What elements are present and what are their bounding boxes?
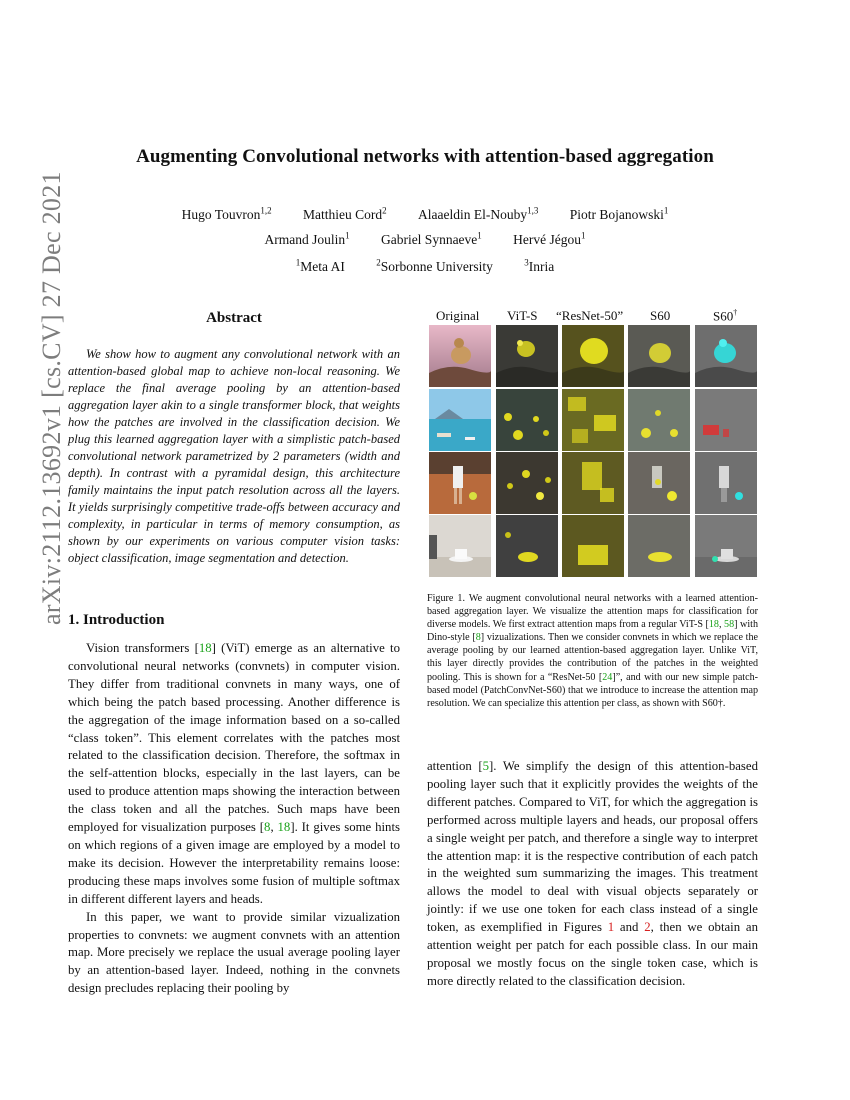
intro-paragraph-2: In this paper, we want to provide similar vizualization properties to convnets: we augment convnets with an attention map. More precisely we replace the usual average pooling layer by an attention-based layer. Indeed, nothing in the convnets design precludes replacing their pooling by	[68, 909, 400, 996]
figure-image-attention	[562, 515, 624, 577]
figure-image-attention	[628, 389, 690, 451]
figure-image-attention	[628, 452, 690, 514]
author: Alaaeldin El-Nouby$^{1,3}$	[417, 205, 539, 222]
authors-row-2	[0, 230, 850, 248]
affiliation: $^3$Inria	[524, 257, 555, 274]
figure-column-header: ViT-S	[507, 308, 538, 323]
affiliations	[0, 257, 850, 275]
paper-title: Augmenting Convolutional networks with attention-based aggregation	[136, 146, 714, 167]
figure-image-attention	[695, 325, 757, 387]
author: Gabriel Synnaeve$^1$	[380, 230, 482, 247]
figure-column-header: “ResNet-50”	[556, 308, 624, 323]
citation-link[interactable]: 58	[724, 619, 735, 631]
author: Armand Joulin$^1$	[264, 230, 350, 247]
affiliation: $^2$Sorbonne University	[376, 257, 493, 274]
figure-image-original	[429, 325, 491, 387]
citation-link[interactable]: 18	[708, 619, 719, 631]
author: Hugo Touvron$^{1,2}$	[181, 205, 272, 222]
figure-image-attention	[496, 325, 558, 387]
figure-reference-link[interactable]: 1	[607, 920, 615, 935]
citation-link[interactable]: 24	[602, 671, 613, 683]
figure-image-attention	[628, 325, 690, 387]
figure-image-attention	[628, 515, 690, 577]
figure-image-original	[429, 452, 491, 514]
intro-paragraph-1: Vision transformers [18] (ViT) emerge as an alternative to convolutional neural networks (convnets) in computer vision. They differ from traditional convnets in many ways, one of which being the patch based processing. Another difference is the aggregation of the image information based on a so-called “class token”. This element correlates with the patches most related to the classification decision. Therefore, the softmax in the self-attention blocks, especially in the last layers, can be used to produce attention maps showing the interaction between the class token and all the patches. Such maps have been employed for visualization purposes [8, 18]. It gives some hints on which regions of a given image are employed by a model to make its decision. However the interpretability remains loose: producing these maps involves some fusion of multiple softmax in different different layers and heads.	[68, 641, 400, 906]
figure-image-attention	[562, 389, 624, 451]
citation-link[interactable]: 18	[198, 641, 212, 655]
figure-image-attention	[496, 515, 558, 577]
figure-image-attention	[695, 515, 757, 577]
intro-column-right	[427, 758, 758, 991]
figure-image-attention	[562, 452, 624, 514]
citation-link[interactable]: 5	[482, 759, 490, 773]
citation-link[interactable]: 8	[475, 632, 481, 644]
author: Hervé Jégou$^1$	[513, 230, 586, 247]
citation-link[interactable]: 8	[264, 820, 271, 835]
citation-link[interactable]: 18	[277, 820, 291, 835]
figure-column-header: Original	[436, 308, 480, 323]
author: Piotr Bojanowski$^1$	[569, 205, 669, 222]
figure-image-attention	[695, 389, 757, 451]
figure-image-original	[429, 389, 491, 451]
figure-reference-link[interactable]: 2	[644, 920, 651, 935]
author: Matthieu Cord$^2$	[302, 205, 387, 222]
figure-image-attention	[496, 389, 558, 451]
abstract-text: We show how to augment any convolutional network with an attention-based global map to achieve non-local reasoning. We replace the final average pooling by an attention-based aggregation layer akin to a single transformer block, that weights how the patches are involved in the classification decision. We plug this learned aggregation layer with a simplistic patch-based convolutional network parametrized by 2 parameters (width and depth). In contrast with a pyramidal design, this architecture family maintains the input patch resolution across all the layers. It yields surprisingly competitive trade-offs between accuracy and complexity, in particular in terms of memory consumption, as shown by our experiments on various computer vision tasks: object classification, image segmentation and detection.	[68, 347, 400, 565]
figure-caption: Figure 1. We augment convolutional neural networks with a learned attention-based aggregation layer. We visualize the attention maps for classification for diverse models. We first extract attention maps from a regular ViT-S [18, 58] with Dino-style [8] vizualizations. Then we consider convnets in which we replace the average pooling by our learned attention-based aggregation layer. Unlike ViT, this layer directly provides the contribution of the patches in the weighted pooling. This is shown for a “ResNet-50 [24]”, and with our new simple patch-based model (PatchConvNet-S60) that we introduce to increase the attention map resolution. We can specialize this attention per class, as shown with S60†.	[427, 593, 758, 709]
figure-image-attention	[562, 325, 624, 387]
intro-column-left	[68, 640, 400, 998]
figure-column-header: S60	[650, 308, 671, 323]
intro-heading: 1. Introduction	[68, 612, 165, 628]
intro-paragraph-3: attention [5]. We simplify the design of this attention-based pooling layer such that it explicitly provides the weights of the different patches. Compared to ViT, for which the aggregation is performed across multiple layers and heads, our proposal offers a single weight per patch, and therefore a single way to interpret the attention map: it is the respective contribution of each patch in the weighted sum summarizing the images. This treatment allows the model to deal with visual objects separately or jointly: if we use one token for each class instead of a single token, as exemplified in Figures 1 and 2, then we obtain an attention weight per patch for each possible class. In our main proposal we mostly focus on the single token case, which is more directly related to the classification decision.	[427, 759, 758, 988]
arxiv-identifier: arXiv:2112.13692v1 [cs.CV] 27 Dec 2021	[37, 171, 66, 625]
figure-image-attention	[496, 452, 558, 514]
affiliation: $^1$Meta AI	[295, 257, 345, 274]
authors-row-1	[0, 205, 850, 223]
figure-image-original	[429, 515, 491, 577]
figure-column-header: S60†	[713, 308, 738, 324]
figure-image-attention	[695, 452, 757, 514]
abstract-heading: Abstract	[206, 310, 262, 326]
